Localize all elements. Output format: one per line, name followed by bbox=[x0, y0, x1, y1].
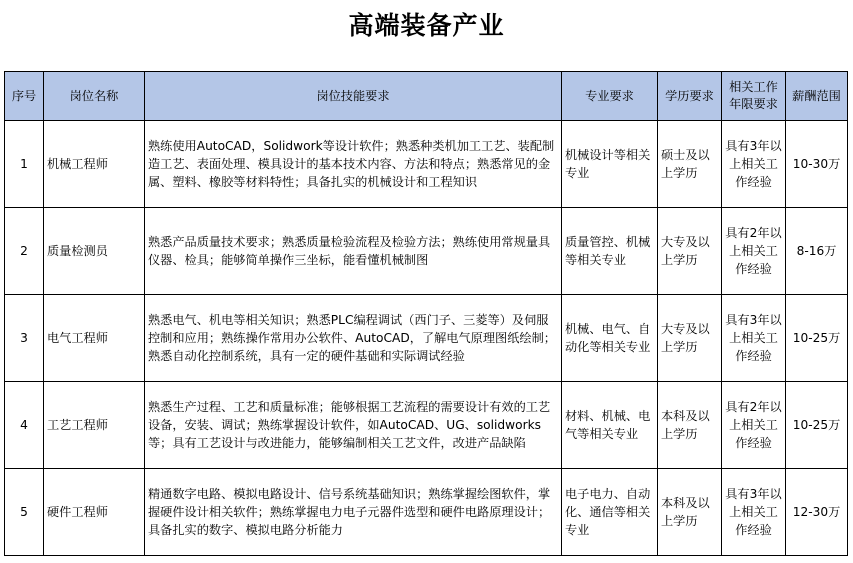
table-row bbox=[5, 382, 848, 469]
cell-experience: 具有3年以上相关工作经验 bbox=[722, 295, 786, 382]
cell-index: 3 bbox=[5, 295, 44, 382]
table-row bbox=[5, 469, 848, 556]
cell-skills: 熟悉电气、机电等相关知识；熟悉PLC编程调试（西门子、三菱等）及伺服控制和应用；熟练操作常用办公软件、AutoCAD，了解电气原理图纸绘制；熟悉自动化控制系统，具有一定的硬件基础和实际调试经验 bbox=[145, 295, 562, 382]
header-education: 学历要求 bbox=[658, 72, 722, 121]
header-skills: 岗位技能要求 bbox=[145, 72, 562, 121]
jobs-table bbox=[4, 71, 848, 556]
cell-salary: 8-16万 bbox=[786, 208, 848, 295]
cell-experience: 具有2年以上相关工作经验 bbox=[722, 208, 786, 295]
cell-skills: 熟悉生产过程、工艺和质量标准；能够根据工艺流程的需要设计有效的工艺设备，安装、调试；熟练掌握设计软件，如AutoCAD、UG、solidworks等；具有工艺设计与改进能力，能够编制相关工艺文件，改进产品缺陷 bbox=[145, 382, 562, 469]
header-major: 专业要求 bbox=[562, 72, 658, 121]
cell-skills: 熟悉产品质量技术要求；熟悉质量检验流程及检验方法；熟练使用常规量具仪器、检具；能够简单操作三坐标，能看懂机械制图 bbox=[145, 208, 562, 295]
cell-position: 硬件工程师 bbox=[44, 469, 145, 556]
cell-experience: 具有3年以上相关工作经验 bbox=[722, 121, 786, 208]
cell-position: 质量检测员 bbox=[44, 208, 145, 295]
cell-education: 本科及以上学历 bbox=[658, 382, 722, 469]
table-row bbox=[5, 121, 848, 208]
cell-experience: 具有3年以上相关工作经验 bbox=[722, 469, 786, 556]
page-title: 高端装备产业 bbox=[348, 11, 505, 40]
cell-salary: 12-30万 bbox=[786, 469, 848, 556]
cell-skills: 熟练使用AutoCAD，Solidwork等设计软件；熟悉种类机加工工艺、装配制造工艺、表面处理、模具设计的基本技术内容、方法和特点；熟悉常见的金属、塑料、橡胶等材料特性；具备扎实的机械设计和工程知识 bbox=[145, 121, 562, 208]
cell-salary: 10-25万 bbox=[786, 295, 848, 382]
header-experience-line2: 年限要求 bbox=[729, 97, 778, 111]
cell-major: 机械设计等相关专业 bbox=[562, 121, 658, 208]
cell-major: 质量管控、机械等相关专业 bbox=[562, 208, 658, 295]
cell-major: 材料、机械、电气等相关专业 bbox=[562, 382, 658, 469]
header-index: 序号 bbox=[5, 72, 44, 121]
cell-major: 机械、电气、自动化等相关专业 bbox=[562, 295, 658, 382]
header-experience-line1: 相关工作 bbox=[729, 80, 778, 94]
header-position: 岗位名称 bbox=[44, 72, 145, 121]
cell-index: 5 bbox=[5, 469, 44, 556]
table-row bbox=[5, 208, 848, 295]
cell-major: 电子电力、自动化、通信等相关专业 bbox=[562, 469, 658, 556]
cell-education: 大专及以上学历 bbox=[658, 295, 722, 382]
cell-position: 机械工程师 bbox=[44, 121, 145, 208]
header-experience bbox=[722, 72, 786, 121]
cell-education: 硕士及以上学历 bbox=[658, 121, 722, 208]
cell-position: 工艺工程师 bbox=[44, 382, 145, 469]
table-row bbox=[5, 295, 848, 382]
cell-education: 本科及以上学历 bbox=[658, 469, 722, 556]
cell-education: 大专及以上学历 bbox=[658, 208, 722, 295]
table-header-row bbox=[5, 72, 848, 121]
cell-index: 4 bbox=[5, 382, 44, 469]
cell-salary: 10-25万 bbox=[786, 382, 848, 469]
cell-position: 电气工程师 bbox=[44, 295, 145, 382]
cell-experience: 具有2年以上相关工作经验 bbox=[722, 382, 786, 469]
header-salary: 薪酬范围 bbox=[786, 72, 848, 121]
cell-skills: 精通数字电路、模拟电路设计、信号系统基础知识；熟练掌握绘图软件，掌握硬件设计相关软件；熟练掌握电力电子元器件选型和硬件电路原理设计；具备扎实的数字、模拟电路分析能力 bbox=[145, 469, 562, 556]
cell-salary: 10-30万 bbox=[786, 121, 848, 208]
cell-index: 1 bbox=[5, 121, 44, 208]
cell-index: 2 bbox=[5, 208, 44, 295]
